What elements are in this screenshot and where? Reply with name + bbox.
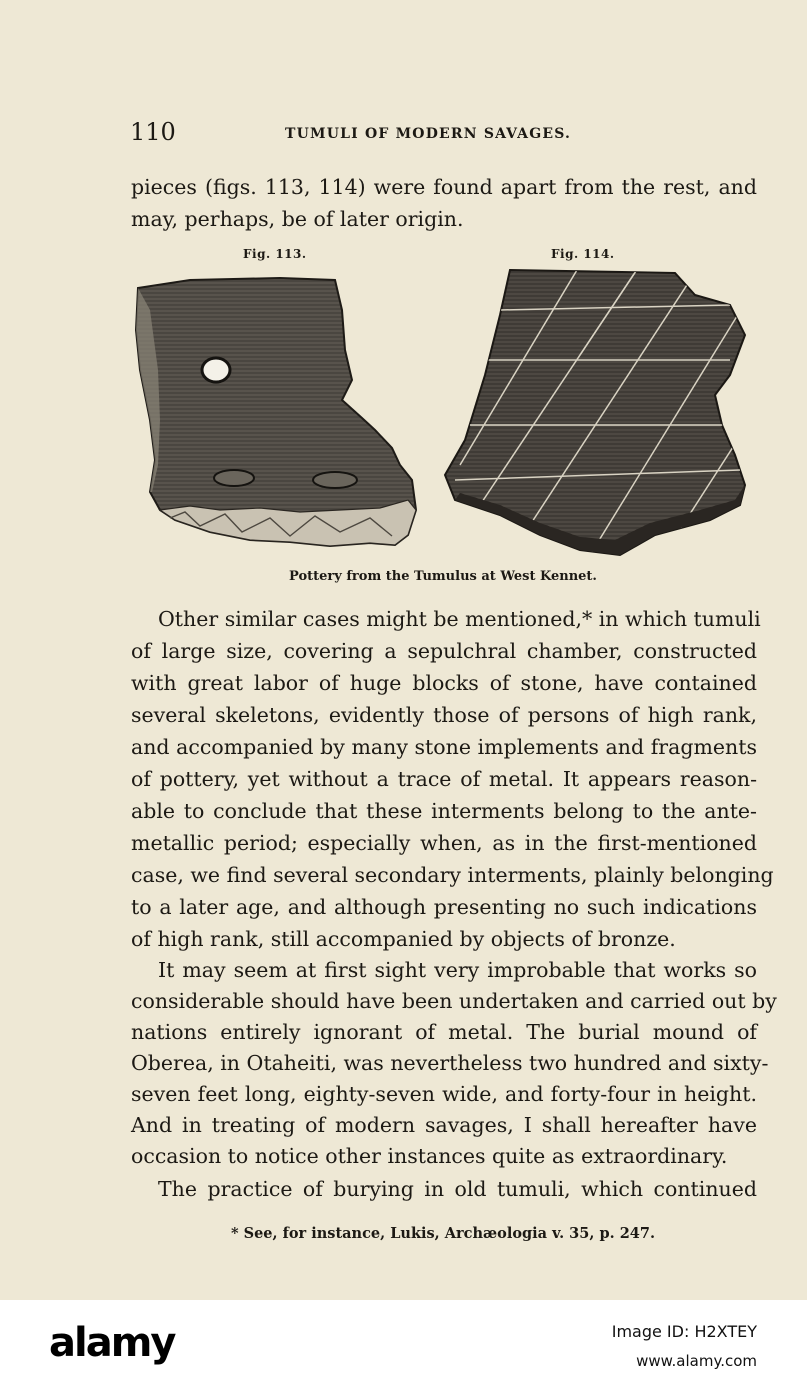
text-line: may, perhaps, be of later origin. (131, 207, 464, 231)
footnote: * See, for instance, Lukis, Archæologia v. 35, p. 247. (230, 1225, 656, 1242)
pottery-fragment-fig-114 (440, 265, 755, 565)
image-id: Image ID: H2XTEY (611, 1322, 757, 1341)
text-line: of large size, covering a sepulchral chamber, constructed (131, 639, 757, 663)
pottery-fragment-fig-113 (130, 270, 425, 560)
text-line: able to conclude that these interments belong to the ante- (131, 799, 757, 823)
text-line: to a later age, and although presenting no such indications (131, 895, 757, 919)
text-line: occasion to notice other instances quite as extraordinary. (131, 1144, 728, 1168)
text-line: pieces (figs. 113, 114) were found apart from the rest, and (131, 175, 757, 199)
site-url: www.alamy.com (636, 1352, 757, 1370)
text-line: Oberea, in Otaheiti, was nevertheless two hundred and sixty- (131, 1051, 769, 1075)
figure-caption: Pottery from the Tumulus at West Kennet. (289, 569, 597, 584)
text-line: The practice of burying in old tumuli, which continued (158, 1177, 757, 1201)
text-line: of high rank, still accompanied by objects of bronze. (131, 927, 676, 951)
page-header (130, 118, 756, 148)
text-line: seven feet long, eighty-seven wide, and forty-four in height. (131, 1082, 757, 1106)
text-line: several skeletons, evidently those of persons of high rank, (131, 703, 757, 727)
alamy-logo: alamy (49, 1320, 175, 1366)
text-line: considerable should have been undertaken and carried out by (131, 989, 777, 1013)
text-line: of pottery, yet without a trace of metal. It appears reason- (131, 767, 757, 791)
figure-113-label: Fig. 113. (243, 247, 307, 261)
text-line: Other similar cases might be mentioned,* in which tumuli (158, 607, 761, 631)
text-line: and accompanied by many stone implements and fragments (131, 735, 757, 759)
text-line: case, we find several secondary interments, plainly belonging (131, 863, 774, 887)
text-line: nations entirely ignorant of metal. The burial mound of (131, 1020, 757, 1044)
watermark-footer (0, 1300, 807, 1390)
figure-114-label: Fig. 114. (551, 247, 615, 261)
running-head: TUMULI OF MODERN SAVAGES. (285, 126, 572, 142)
page-number: 110 (130, 118, 176, 146)
text-line: And in treating of modern savages, I shall hereafter have (131, 1113, 757, 1137)
text-line: with great labor of huge blocks of stone, have contained (131, 671, 757, 695)
text-line: metallic period; especially when, as in the first-mentioned (131, 831, 757, 855)
text-line: It may seem at first sight very improbable that works so (158, 958, 757, 982)
